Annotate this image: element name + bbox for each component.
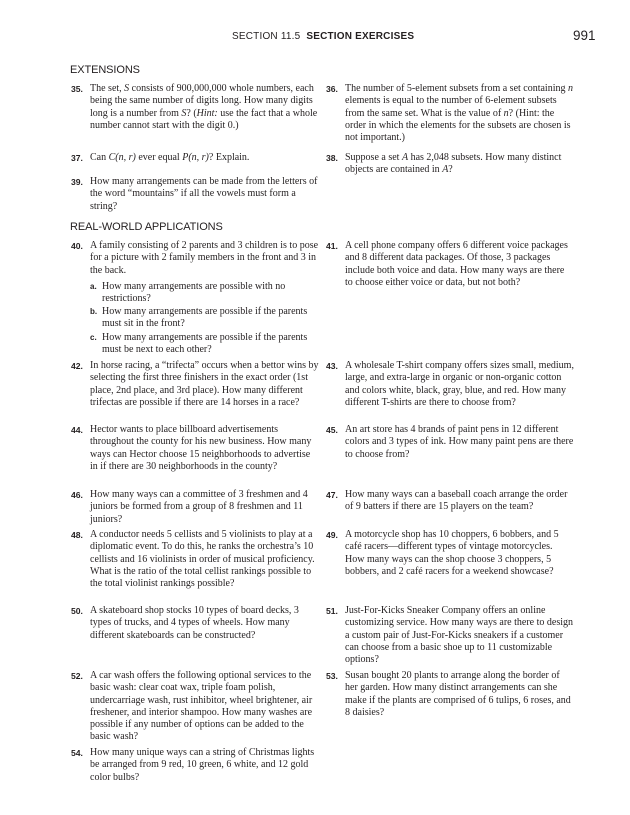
- exercise-40b: b. How many arrangements are possible if the parents must sit in the front?: [90, 306, 308, 330]
- running-header: [0, 27, 630, 47]
- exercise-45: 45. An art store has 4 brands of paint pens in 12 different colors and 3 types of ink. How many paint pens are there to choose from?: [326, 424, 574, 460]
- exercise-40a: a. How many arrangements are possible with no restrictions?: [90, 281, 286, 305]
- exercise-36: 36. The number of 5-element subsets from a set containing n elements is equal to the number of 6-element subsets from the same set. What is the value of n? (Hint: the order in which the elements for the subsets are chosen is not important.): [326, 83, 573, 144]
- exercise-42: 42. In horse racing, a “trifecta” occurs when a bettor wins by selecting the first three finishers in the exact order (1st place, 2nd place, and 3rd place). How many different trifectas are possible if there are 14 horses in a race?: [71, 360, 319, 408]
- exercise-37: 37. Can C(n, r) ever equal P(n, r)? Explain.: [71, 152, 250, 163]
- page-number: 991: [573, 28, 596, 43]
- exercise-44: 44. Hector wants to place billboard advertisements throughout the county for his new business. How many ways can Hector choose 15 neighborhoods to advertise in if there are 30 neighborhoods in the county?: [71, 424, 312, 472]
- exercise-51: 51. Just-For-Kicks Sneaker Company offers an online customizing service. How many ways are there to design a custom pair of Just-For-Kicks sneakers if a customer can choose from a basic shoe up to 11 customizable options?: [326, 605, 573, 666]
- section-title: SECTION EXERCISES: [306, 31, 415, 42]
- extensions-heading: EXTENSIONS: [70, 64, 140, 76]
- exercise-43: 43. A wholesale T-shirt company offers sizes small, medium, large, and extra-large in organic or non-organic cotton and colors white, black, gray, blue, and red. How many different T-shirts are there to choose from?: [326, 360, 574, 408]
- exercise-53: 53. Susan bought 20 plants to arrange along the border of her garden. How many distinct arrangements can she make if the plants are comprised of 6 tulips, 6 roses, and 8 daisies?: [326, 670, 571, 718]
- exercise-40c: c. How many arrangements are possible if the parents must be next to each other?: [90, 332, 308, 356]
- exercise-39: 39. How many arrangements can be made from the letters of the word “mountains” if all the vowels must form a string?: [71, 176, 318, 212]
- section-label: SECTION 11.5 SECTION EXERCISES: [232, 31, 415, 42]
- exercise-40: 40. A family consisting of 2 parents and 3 children is to pose for a picture with 2 family members in the front and 3 in the back.: [71, 240, 319, 276]
- exercise-54: 54. How many unique ways can a string of Christmas lights be arranged from 9 red, 10 green, 6 white, and 12 gold color bulbs?: [71, 747, 315, 783]
- exercise-41: 41. A cell phone company offers 6 different voice packages and 8 different data packages. Of those, 3 packages include both voice and data. How many ways are there to choose either voice or data, but not both?: [326, 240, 568, 288]
- exercise-47: 47. How many ways can a baseball coach arrange the order of 9 batters if there are 15 players on the team?: [326, 489, 568, 513]
- exercise-49: 49. A motorcycle shop has 10 choppers, 6 bobbers, and 5 café racers—different types of vintage motorcycles. How many ways can the shop choose 3 choppers, 5 bobbers, and 2 café racers for a weekend showcase?: [326, 529, 559, 577]
- exercise-38: 38. Suppose a set A has 2,048 subsets. How many distinct objects are contained in A?: [326, 152, 562, 176]
- exercise-46: 46. How many ways can a committee of 3 freshmen and 4 juniors be formed from a group of 8 freshmen and 11 juniors?: [71, 489, 308, 525]
- exercise-48: 48. A conductor needs 5 cellists and 5 violinists to play at a diplomatic event. To do this, he ranks the orchestra’s 10 cellists and 16 violinists in order of musical proficiency. What is the ratio of the total cellist rankings possible to the total violinist rankings possible?: [71, 529, 315, 590]
- real-world-heading: REAL-WORLD APPLICATIONS: [70, 221, 223, 233]
- exercise-50: 50. A skateboard shop stocks 10 types of board decks, 3 types of trucks, and 4 types of wheels. How many different skateboards can be constructed?: [71, 605, 299, 641]
- exercise-52: 52. A car wash offers the following optional services to the basic wash: clear coat wax, triple foam polish, undercarriage wash, rust inhibitor, wheel brightener, air freshener, and interior shampoo. How many washes are possible if any number of options can be added to the basic wash?: [71, 670, 313, 743]
- exercise-35: 35. The set, S consists of 900,000,000 whole numbers, each being the same number of digits long. How many digits long is a number from S? (Hint: use the fact that a whole number cannot start with the digit 0.): [71, 83, 318, 131]
